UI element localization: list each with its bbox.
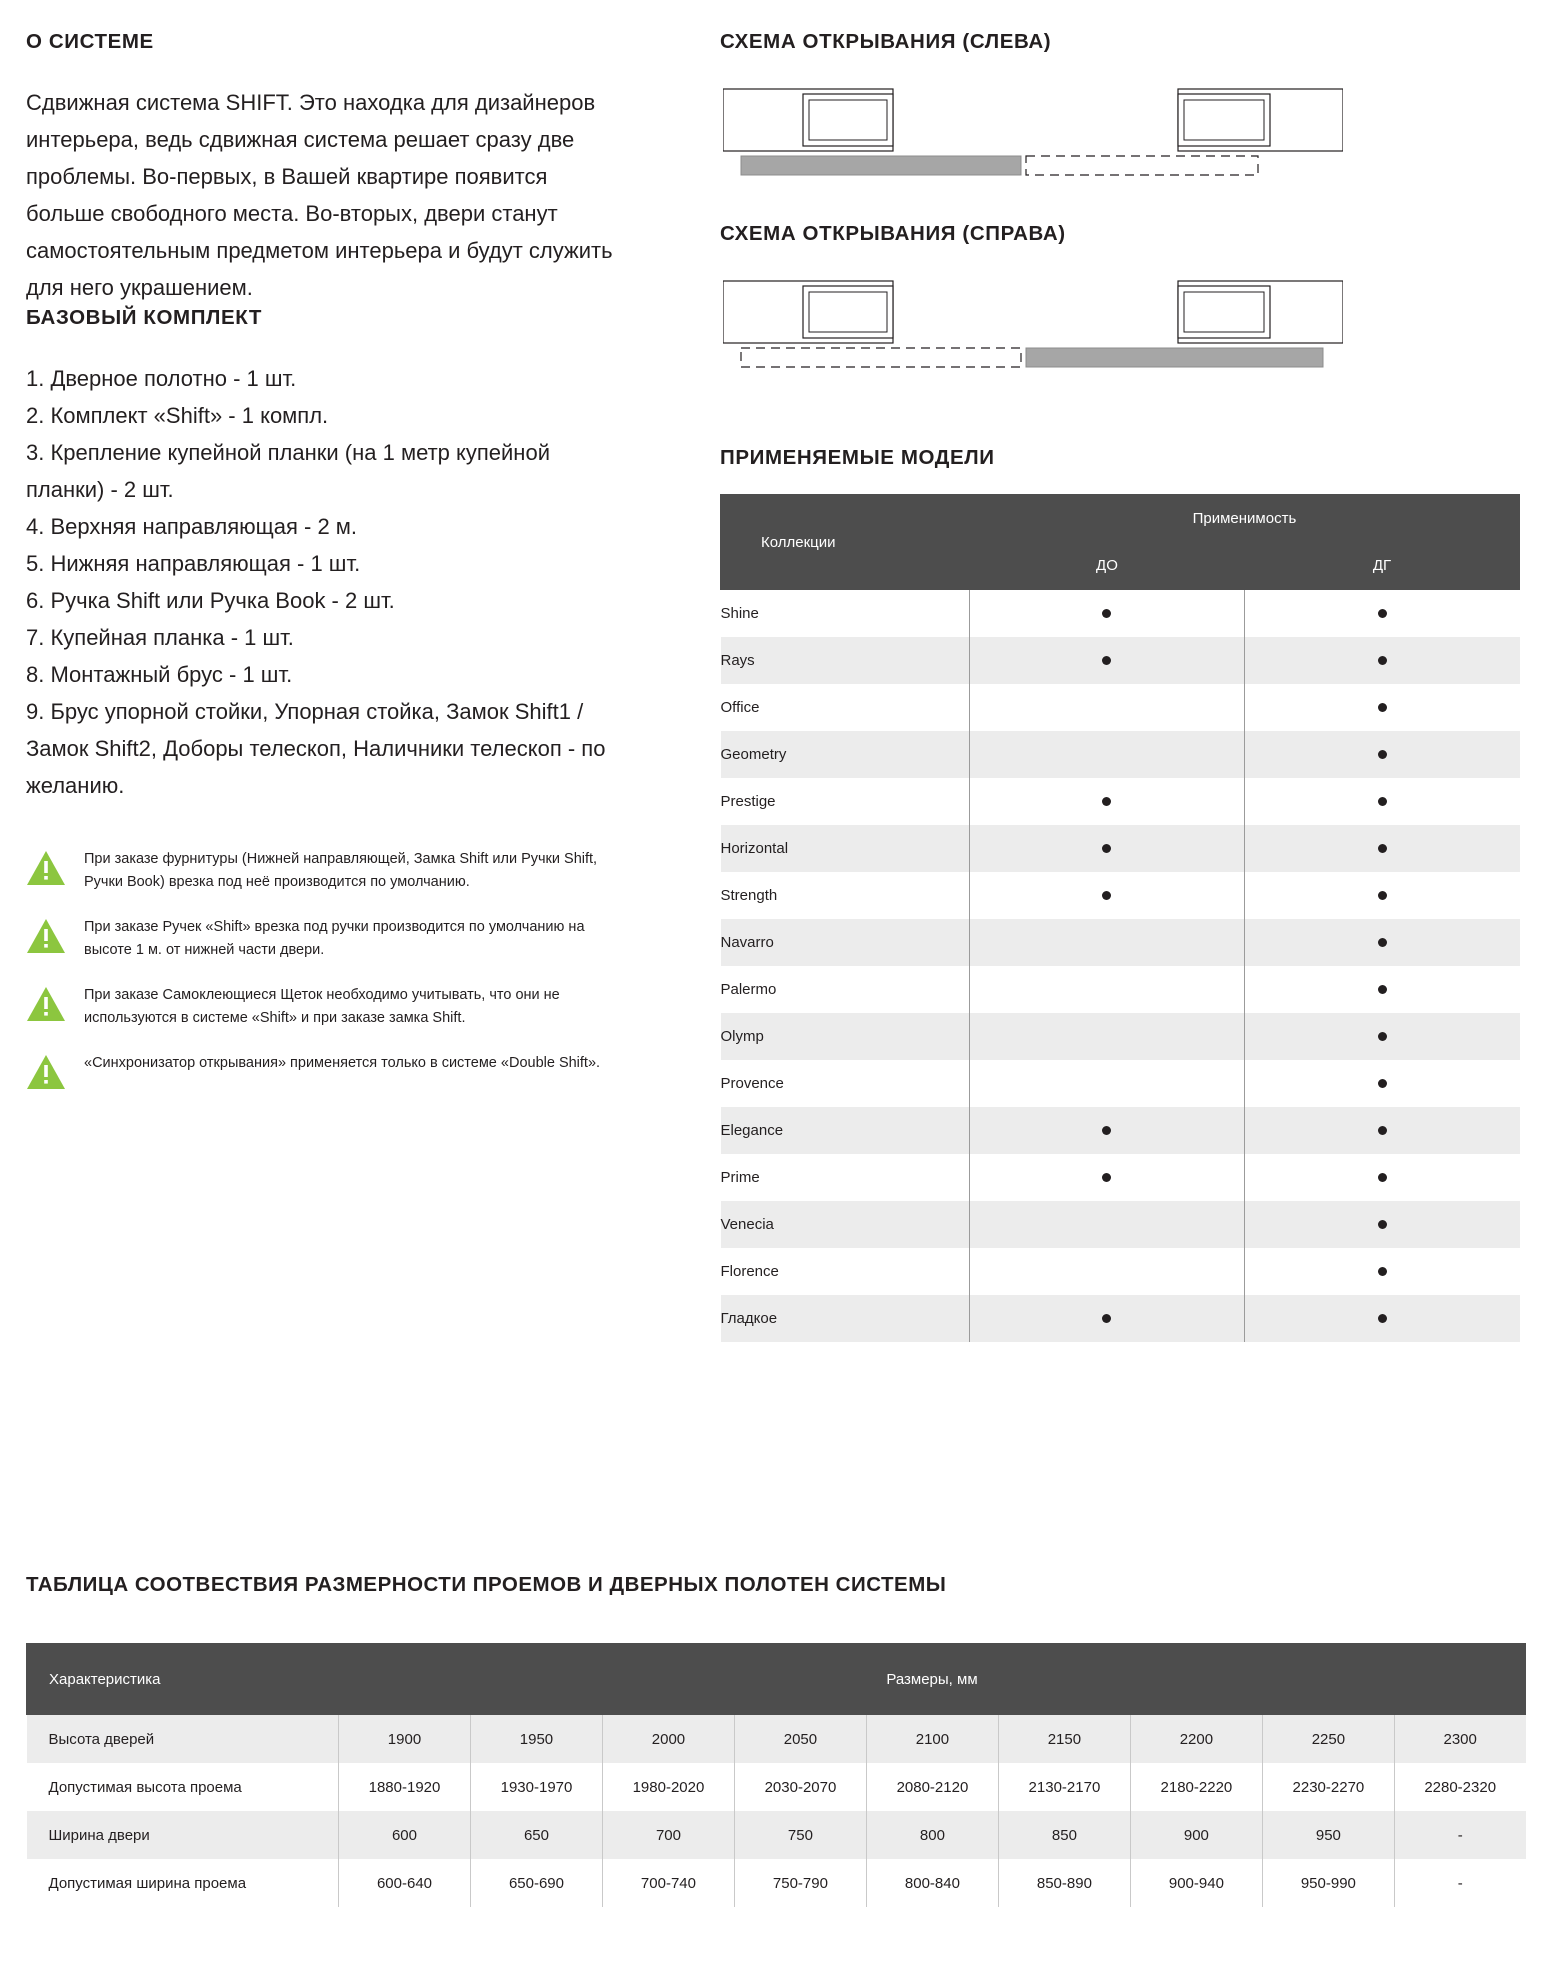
table-row [27, 1811, 1526, 1859]
cell-dg [1245, 966, 1520, 1013]
table-row [721, 1154, 1520, 1201]
cell-dg [1245, 1295, 1520, 1342]
header-collections: Коллекции [721, 495, 970, 590]
cell-value: 800-840 [866, 1859, 998, 1907]
dot-marker [1378, 1173, 1387, 1182]
dot-marker [1378, 656, 1387, 665]
cell-do [969, 919, 1244, 966]
note-item [26, 984, 626, 1030]
cell-dg [1245, 1248, 1520, 1295]
dot-marker [1378, 985, 1387, 994]
right-column [720, 30, 1520, 1342]
cell-value: 2250 [1262, 1715, 1394, 1764]
dot-marker [1102, 656, 1111, 665]
cell-value: 2130-2170 [998, 1763, 1130, 1811]
table-row [721, 919, 1520, 966]
dot-marker [1378, 1314, 1387, 1323]
table-row [721, 825, 1520, 872]
table-row [721, 872, 1520, 919]
row-label: Допустимая высота проема [27, 1763, 339, 1811]
sizes-table [26, 1643, 1526, 1907]
cell-value: 950 [1262, 1811, 1394, 1859]
collection-name: Гладкое [721, 1295, 970, 1342]
cell-dg [1245, 1107, 1520, 1154]
dot-marker [1102, 1173, 1111, 1182]
scheme-left-diagram [723, 84, 1343, 194]
cell-value: 1880-1920 [339, 1763, 471, 1811]
cell-value: 1930-1970 [470, 1763, 602, 1811]
models-table-body [721, 590, 1520, 1343]
warning-triangle-icon [26, 986, 66, 1022]
collection-name: Venecia [721, 1201, 970, 1248]
cell-dg [1245, 1060, 1520, 1107]
dot-marker [1378, 609, 1387, 618]
about-system-text: Сдвижная система SHIFT. Это находка для дизайнеров интерьера, ведь сдвижная система решает сразу две проблемы. Во-первых, в Вашей квартире появится больше свободного места. Во-вторых, двери станут самостоятельным предметом интерьера и будут служить для него украшением. [26, 90, 613, 300]
table-row [27, 1715, 1526, 1764]
table-row [27, 1859, 1526, 1907]
collection-name: Office [721, 684, 970, 731]
cell-dg [1245, 919, 1520, 966]
note-text: При заказе Самоклеющиеся Щеток необходимо учитывать, что они не используются в системе «Shift» и при заказе замка Shift. [84, 987, 560, 1026]
cell-value: 2030-2070 [734, 1763, 866, 1811]
header-characteristic: Характеристика [27, 1644, 339, 1715]
cell-value: 650 [470, 1811, 602, 1859]
scheme-right-title: СХЕМА ОТКРЫВАНИЯ (СПРАВА) [720, 222, 1066, 245]
cell-value: 900-940 [1130, 1859, 1262, 1907]
cell-dg [1245, 778, 1520, 825]
table-row [721, 778, 1520, 825]
note-item [26, 916, 626, 962]
warning-triangle-icon [26, 1054, 66, 1090]
collection-name: Florence [721, 1248, 970, 1295]
cell-do [969, 637, 1244, 684]
cell-dg [1245, 637, 1520, 684]
cell-do [969, 1013, 1244, 1060]
collection-name: Shine [721, 590, 970, 638]
cell-dg [1245, 731, 1520, 778]
note-text: При заказе фурнитуры (Нижней направляющей, Замка Shift или Ручки Shift, Ручки Book) врезка под неё производится по умолчанию. [84, 851, 598, 890]
table-row [721, 590, 1520, 638]
cell-do [969, 778, 1244, 825]
list-item: 6. Ручка Shift или Ручка Book - 2 шт. [26, 588, 395, 613]
dot-marker [1378, 1267, 1387, 1276]
cell-value: 1950 [470, 1715, 602, 1764]
cell-do [969, 872, 1244, 919]
dot-marker [1378, 891, 1387, 900]
dot-marker [1102, 844, 1111, 853]
dot-marker [1378, 750, 1387, 759]
dot-marker [1102, 891, 1111, 900]
cell-value: 800 [866, 1811, 998, 1859]
notes-list [26, 848, 626, 1090]
row-label: Допустимая ширина проема [27, 1859, 339, 1907]
note-item [26, 848, 626, 894]
cell-value: 2050 [734, 1715, 866, 1764]
table-row [721, 1295, 1520, 1342]
list-item: 1. Дверное полотно - 1 шт. [26, 366, 297, 391]
cell-value: 750 [734, 1811, 866, 1859]
scheme-left-title: СХЕМА ОТКРЫВАНИЯ (СЛЕВА) [720, 30, 1052, 53]
table-row [721, 1201, 1520, 1248]
cell-dg [1245, 1154, 1520, 1201]
list-item: 7. Купейная планка - 1 шт. [26, 625, 294, 650]
collection-name: Provence [721, 1060, 970, 1107]
scheme-left-block [720, 30, 1520, 194]
cell-do [969, 684, 1244, 731]
table-row [721, 1013, 1520, 1060]
cell-value: 700-740 [602, 1859, 734, 1907]
about-system-title: О СИСТЕМЕ [26, 30, 154, 53]
sizes-table-wrapper [26, 1643, 1526, 1907]
table-row [27, 1763, 1526, 1811]
cell-do [969, 1201, 1244, 1248]
row-label: Высота дверей [27, 1715, 339, 1764]
cell-value: 950-990 [1262, 1859, 1394, 1907]
dot-marker [1378, 938, 1387, 947]
sizes-table-header [27, 1644, 1526, 1715]
note-text: При заказе Ручек «Shift» врезка под ручки производится по умолчанию на высоте 1 м. от нижней части двери. [84, 919, 585, 958]
cell-value: 2180-2220 [1130, 1763, 1262, 1811]
cell-value: 2150 [998, 1715, 1130, 1764]
dot-marker [1378, 703, 1387, 712]
cell-do [969, 1107, 1244, 1154]
cell-value: 2280-2320 [1394, 1763, 1525, 1811]
note-item [26, 1052, 626, 1090]
table-row [721, 684, 1520, 731]
cell-value: 2230-2270 [1262, 1763, 1394, 1811]
header-sizes-mm: Размеры, мм [339, 1644, 1526, 1715]
cell-value: 600 [339, 1811, 471, 1859]
cell-do [969, 966, 1244, 1013]
cell-value: - [1394, 1859, 1525, 1907]
collection-name: Prestige [721, 778, 970, 825]
cell-do [969, 1248, 1244, 1295]
collection-name: Strength [721, 872, 970, 919]
cell-do [969, 590, 1244, 638]
cell-do [969, 1154, 1244, 1201]
collection-name: Olymp [721, 1013, 970, 1060]
basic-kit-title: БАЗОВЫЙ КОМПЛЕКТ [26, 306, 263, 329]
cell-value: 850 [998, 1811, 1130, 1859]
cell-value: 2300 [1394, 1715, 1525, 1764]
table-row [721, 637, 1520, 684]
list-item: 3. Крепление купейной планки (на 1 метр купейной планки) - 2 шт. [26, 440, 550, 502]
cell-value: 900 [1130, 1811, 1262, 1859]
table-row [721, 731, 1520, 778]
sizes-table-body [27, 1715, 1526, 1908]
collection-name: Elegance [721, 1107, 970, 1154]
dot-marker [1378, 797, 1387, 806]
cell-value: 2200 [1130, 1715, 1262, 1764]
cell-value: 2100 [866, 1715, 998, 1764]
header-dg: ДГ [1245, 542, 1520, 590]
table-row [721, 1060, 1520, 1107]
cell-do [969, 825, 1244, 872]
header-do: ДО [969, 542, 1244, 590]
scheme-right-block [720, 222, 1520, 386]
cell-value: - [1394, 1811, 1525, 1859]
row-label: Ширина двери [27, 1811, 339, 1859]
sizes-table-title: ТАБЛИЦА СООТВЕСТВИЯ РАЗМЕРНОСТИ ПРОЕМОВ И ДВЕРНЫХ ПОЛОТЕН СИСТЕМЫ [26, 1573, 947, 1596]
cell-value: 2000 [602, 1715, 734, 1764]
models-table-header [721, 495, 1520, 590]
cell-dg [1245, 825, 1520, 872]
cell-dg [1245, 1013, 1520, 1060]
cell-do [969, 731, 1244, 778]
collection-name: Rays [721, 637, 970, 684]
header-applicability: Применимость [969, 495, 1519, 543]
cell-dg [1245, 684, 1520, 731]
cell-value: 600-640 [339, 1859, 471, 1907]
list-item: 5. Нижняя направляющая - 1 шт. [26, 551, 361, 576]
dot-marker [1378, 1126, 1387, 1135]
dot-marker [1378, 1032, 1387, 1041]
list-item: 2. Комплект «Shift» - 1 компл. [26, 403, 329, 428]
dot-marker [1102, 1314, 1111, 1323]
cell-value: 650-690 [470, 1859, 602, 1907]
dot-marker [1102, 1126, 1111, 1135]
list-item: 8. Монтажный брус - 1 шт. [26, 662, 293, 687]
cell-do [969, 1295, 1244, 1342]
dot-marker [1378, 1220, 1387, 1229]
cell-value: 750-790 [734, 1859, 866, 1907]
collection-name: Horizontal [721, 825, 970, 872]
list-item: 9. Брус упорной стойки, Упорная стойка, Замок Shift1 / Замок Shift2, Доборы телескоп, Наличники телескоп - по желанию. [26, 699, 606, 798]
left-column [26, 30, 626, 1112]
table-row [721, 1107, 1520, 1154]
cell-value: 1980-2020 [602, 1763, 734, 1811]
cell-value: 2080-2120 [866, 1763, 998, 1811]
collection-name: Prime [721, 1154, 970, 1201]
cell-do [969, 1060, 1244, 1107]
cell-value: 1900 [339, 1715, 471, 1764]
dot-marker [1378, 1079, 1387, 1088]
table-row [721, 966, 1520, 1013]
dot-marker [1378, 844, 1387, 853]
basic-kit-list [26, 360, 626, 804]
applicable-models-title: ПРИМЕНЯЕМЫЕ МОДЕЛИ [720, 446, 995, 469]
cell-value: 700 [602, 1811, 734, 1859]
cell-dg [1245, 590, 1520, 638]
dot-marker [1102, 797, 1111, 806]
list-item: 4. Верхняя направляющая - 2 м. [26, 514, 358, 539]
table-row [721, 1248, 1520, 1295]
dot-marker [1102, 609, 1111, 618]
cell-dg [1245, 872, 1520, 919]
collection-name: Palermo [721, 966, 970, 1013]
cell-dg [1245, 1201, 1520, 1248]
applicable-models-table [720, 494, 1520, 1342]
collection-name: Navarro [721, 919, 970, 966]
cell-value: 850-890 [998, 1859, 1130, 1907]
collection-name: Geometry [721, 731, 970, 778]
note-text: «Синхронизатор открывания» применяется только в системе «Double Shift». [84, 1055, 601, 1071]
scheme-right-diagram [723, 276, 1343, 386]
warning-triangle-icon [26, 918, 66, 954]
warning-triangle-icon [26, 850, 66, 886]
